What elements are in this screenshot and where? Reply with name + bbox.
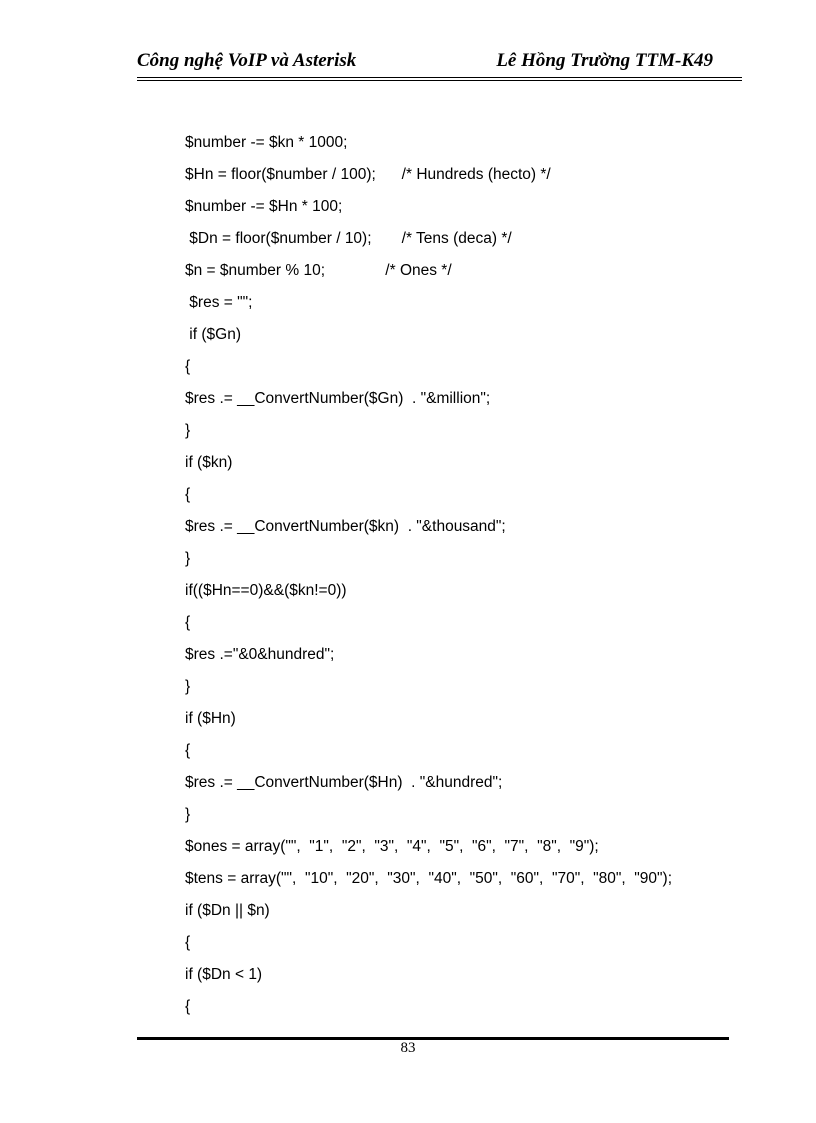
code-line: { <box>185 742 191 759</box>
code-line: $ones = array("", "1", "2", "3", "4", "5", "6", "7", "8", "9"); <box>185 838 599 855</box>
header-rule-top <box>137 77 742 78</box>
code-line: $res .= __ConvertNumber($Gn) . "&million"; <box>185 390 491 407</box>
header-rule-bottom <box>137 80 742 81</box>
code-line: { <box>185 358 191 375</box>
code-line: $res .= __ConvertNumber($kn) . "&thousand"; <box>185 518 506 535</box>
code-line: if ($kn) <box>185 454 233 471</box>
page-header <box>137 48 729 76</box>
code-line: } <box>185 678 191 695</box>
header-right-title: Lê Hồng Trường TTM-K49 <box>496 50 713 71</box>
code-line: $n = $number % 10; /* Ones */ <box>185 262 452 279</box>
code-line: if ($Dn < 1) <box>185 966 263 983</box>
code-listing <box>185 131 725 1027</box>
code-line: if ($Hn) <box>185 710 236 727</box>
code-line: $Hn = floor($number / 100); /* Hundreds (hecto) */ <box>185 166 551 183</box>
code-line: } <box>185 422 191 439</box>
code-line: if(($Hn==0)&&($kn!=0)) <box>185 582 347 599</box>
code-line: { <box>185 998 191 1015</box>
code-line: if ($Gn) <box>185 326 241 343</box>
code-line: $number -= $Hn * 100; <box>185 198 343 215</box>
code-line: $number -= $kn * 1000; <box>185 134 348 151</box>
code-line: $tens = array("", "10", "20", "30", "40", "50", "60", "70", "80", "90"); <box>185 870 673 887</box>
code-line: { <box>185 486 191 503</box>
code-line: $res .= __ConvertNumber($Hn) . "&hundred"; <box>185 774 503 791</box>
code-line: } <box>185 550 191 567</box>
header-left-title: Công nghệ VoIP và Asterisk <box>137 50 357 71</box>
code-line: } <box>185 806 191 823</box>
page-number: 83 <box>400 1040 416 1056</box>
code-line: $res = ""; <box>185 294 253 311</box>
code-line: $Dn = floor($number / 10); /* Tens (deca) */ <box>185 230 512 247</box>
code-line: $res .="&0&hundred"; <box>185 646 335 663</box>
code-line: if ($Dn || $n) <box>185 902 270 919</box>
code-line: { <box>185 614 191 631</box>
code-line: { <box>185 934 191 951</box>
